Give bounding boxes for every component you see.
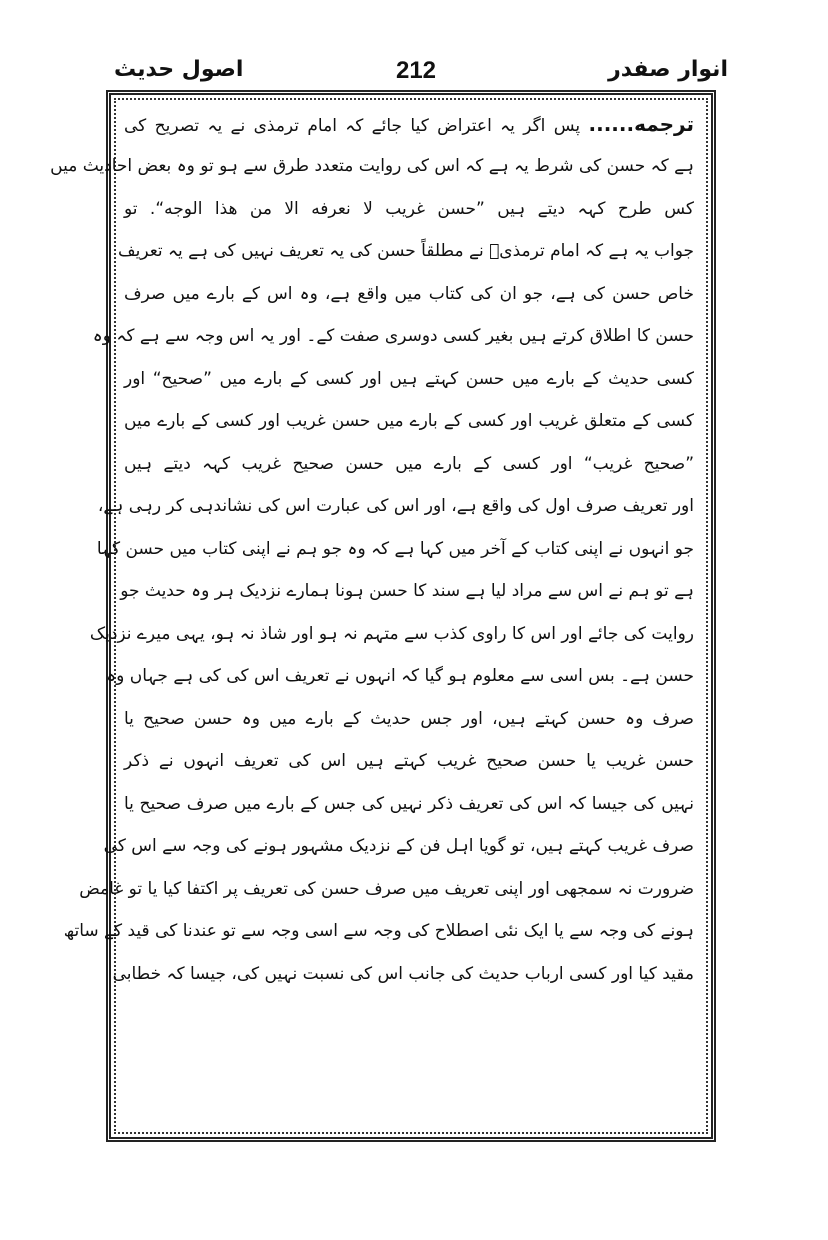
line-16-text: حسن غریب یا حسن صحیح غریب کہتے ہیں اس کی تعریف انہوں نے ذکر [124,751,694,772]
text-line [124,698,694,741]
line-12-text: ہے تو ہم نے اس سے مراد لیا ہے سند کا حسن ہونا ہمارے نزدیک ہر وہ حدیث جو [120,581,694,602]
text-line [124,103,694,146]
line-4-text: جواب یہ ہے کہ امام ترمذیؒ نے مطلقاً حسن کی یہ تعریف نہیں کی ہے یہ تعریف [118,241,694,262]
text-line [96,528,694,571]
line-21-text: مقید کیا اور کسی ارباب حدیث کی جانب اس کی نسبت نہیں کی، جیسا کہ خطابی [112,963,694,984]
text-line [120,571,694,614]
text-line [50,146,694,189]
text-line [89,613,694,656]
text-line [124,783,694,826]
line-5-text: خاص حسن کی ہے، جو ان کی کتاب میں واقع ہے، وہ اس کے بارے میں صرف [124,283,694,304]
line-3-text: کس طرح کہہ دیتے ہیں ”حسن غریب لا نعرفه الا من هذا الوجه“. تو [124,198,694,219]
line-19-text: ضرورت نہ سمجھی اور اپنی تعریف میں صرف حسن کی تعریف پر اکتفا کیا یا تو غامض [79,878,694,899]
text-line [124,358,694,401]
text-line [103,826,694,869]
line-7-text: کسی حدیث کے بارے میں حسن کہتے ہیں اور کسی کے بارے میں ”صحیح“ اور [124,368,694,389]
line-2-text: ہے کہ حسن کی شرط یہ ہے کہ اس کی روایت متعدد طرق سے ہو تو وہ بعض احادیث میں [50,156,694,177]
line-15-text: صرف وہ حسن کہتے ہیں، اور جس حدیث کے بارے میں وہ حسن صحیح یا [124,708,694,729]
line-13-text: روایت کی جائے اور اس کا راوی کذب سے متہم نہ ہو اور شاذ نہ ہو، یہی میرے نزدیک [89,623,694,644]
text-line [124,401,694,444]
book-title: انوار صفدر [608,57,728,82]
line-10-text: اور تعریف صرف اول کی واقع ہے، اور اس کی عبارت اس کی نشاندہی کر رہی ہے، [97,496,694,517]
line-17-text: نہیں کی جیسا کہ اس کی تعریف ذکر نہیں کی جس کے بارے میں صرف صحیح یا [124,793,694,814]
page-number: 212 [395,57,437,84]
translation-text [50,103,694,996]
text-line [124,188,694,231]
line-1-text: پس اگر یہ اعتراض کیا جائے کہ امام ترمذی نے یہ تصریح کی [124,115,581,136]
text-line [63,911,694,954]
text-line-content [124,113,694,136]
text-line [79,868,694,911]
text-line [97,486,694,529]
line-6-text: حسن کا اطلاق کرتے ہیں بغیر کسی دوسری صفت کے۔ اور یہ اس وجہ سے ہے کہ وہ [92,326,694,347]
text-line [124,273,694,316]
line-14-text: حسن ہے۔ بس اسی سے معلوم ہو گیا کہ انہوں نے تعریف اس کی کی ہے جہاں وہ [106,666,694,687]
text-line [92,316,694,359]
line-18-text: صرف غریب کہتے ہیں، تو گویا اہل فن کے نزدیک مشہور ہونے کی وجہ سے اس کی [103,836,694,857]
text-line [112,953,694,996]
line-11-text: جو انہوں نے اپنی کتاب کے آخر میں کہا ہے کہ وہ جو ہم نے اپنی کتاب میں حسن کہا [96,538,694,559]
translation-heading: ترجمه...... [588,111,694,136]
section-title: اصول حدیث [114,57,244,82]
text-line [124,741,694,784]
line-9-text: ”صحیح غریب“ اور کسی کے بارے میں حسن صحیح غریب کہہ دیتے ہیں [124,453,694,474]
line-20-text: ہونے کی وجہ سے یا ایک نئی اصطلاح کی وجہ سے اسی وجہ سے تو عندنا کی قید کے ساتھ [63,921,694,942]
text-line [106,656,694,699]
line-8-text: کسی کے متعلق غریب اور کسی کے بارے میں حسن غریب اور کسی کے بارے میں [124,411,694,432]
text-line [118,231,694,274]
page-header [100,55,732,91]
text-line [124,443,694,486]
